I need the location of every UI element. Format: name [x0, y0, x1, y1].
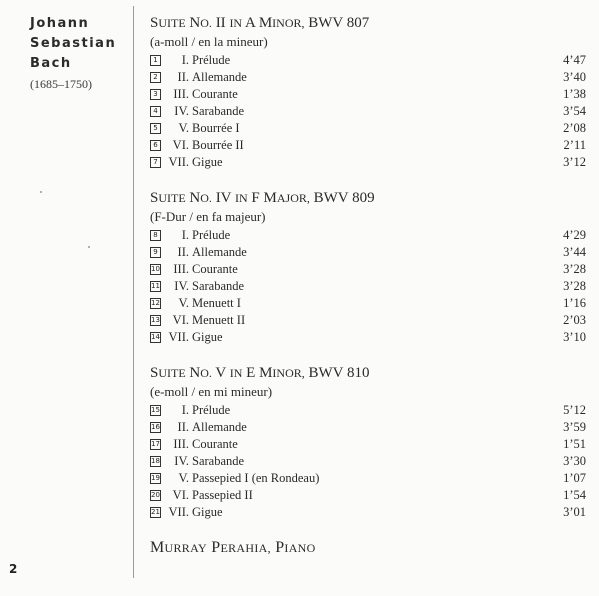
track-row	[150, 137, 586, 154]
track-movement-numeral: II.	[177, 70, 189, 84]
track-title: Prélude	[192, 228, 231, 242]
track-duration: 5’12	[563, 403, 586, 417]
track-row	[150, 154, 586, 171]
track-number-box: 9	[150, 247, 161, 258]
track-movement-numeral: I.	[181, 403, 189, 417]
track-duration: 3’28	[563, 279, 586, 293]
track-row	[150, 402, 586, 419]
track-duration: 3’54	[563, 104, 586, 118]
track-duration: 1’51	[563, 437, 586, 451]
track-row	[150, 312, 586, 329]
track-row	[150, 244, 586, 261]
track-movement-numeral: III.	[173, 87, 189, 101]
track-movement-numeral: VII.	[168, 505, 189, 519]
track-title: Passepied II	[192, 488, 253, 502]
vertical-divider	[133, 6, 134, 578]
track-row	[150, 329, 586, 346]
track-duration: 3’40	[563, 70, 586, 84]
track-duration: 3’44	[563, 245, 586, 259]
track-number-box: 11	[151, 282, 160, 290]
track-row	[150, 227, 586, 244]
suite-title: SUITE NO. II IN A MINOR, BWV 807	[150, 15, 370, 31]
track-duration: 1’07	[563, 471, 586, 485]
track-movement-numeral: VII.	[168, 330, 189, 344]
track-movement-numeral: IV.	[174, 104, 189, 118]
track-number-box: 16	[151, 423, 160, 431]
track-row	[150, 470, 586, 487]
track-number-box: 20	[151, 491, 160, 499]
track-duration: 1’38	[563, 87, 586, 101]
track-title: Allemande	[192, 70, 247, 84]
track-row	[150, 86, 586, 103]
track-duration: 3’12	[563, 155, 586, 169]
suite-title: SUITE NO. IV IN F MAJOR, BWV 809	[150, 190, 375, 206]
track-title: Menuett II	[192, 313, 246, 327]
suite-key: (a-moll / en la mineur)	[150, 34, 268, 49]
track-duration: 3’01	[563, 505, 586, 519]
track-number-box: 5	[150, 123, 161, 134]
track-title: Menuett I	[192, 296, 241, 310]
track-duration: 2’03	[563, 313, 586, 327]
track-movement-numeral: VII.	[168, 155, 189, 169]
track-row	[150, 295, 586, 312]
track-title: Courante	[192, 262, 238, 276]
track-title: Allemande	[192, 245, 247, 259]
track-movement-numeral: V.	[178, 296, 189, 310]
composer-first-name: Johann	[30, 16, 90, 31]
track-duration: 3’10	[563, 330, 586, 344]
track-duration: 3’59	[563, 420, 586, 434]
suites-container	[150, 14, 586, 521]
track-title: Prélude	[192, 53, 231, 67]
track-movement-numeral: II.	[177, 420, 189, 434]
suite-block	[150, 364, 586, 521]
track-number-box: 1	[150, 55, 161, 66]
paper-speck	[40, 191, 42, 193]
track-row	[150, 52, 586, 69]
track-number-box: 21	[151, 508, 160, 516]
track-movement-numeral: VI.	[172, 313, 189, 327]
track-number-box: 18	[151, 457, 160, 465]
track-row	[150, 453, 586, 470]
track-title: Gigue	[192, 155, 223, 169]
track-row	[150, 436, 586, 453]
suite-key: (F-Dur / en fa majeur)	[150, 209, 266, 224]
track-row	[150, 261, 586, 278]
composer-middle-name: Sebastian	[30, 36, 117, 51]
track-title: Courante	[192, 437, 238, 451]
composer-dates: (1685–1750)	[30, 77, 92, 91]
track-duration: 2’08	[563, 121, 586, 135]
track-number-box: 3	[150, 89, 161, 100]
track-row	[150, 120, 586, 137]
track-title: Gigue	[192, 330, 223, 344]
track-number-box: 8	[150, 230, 161, 241]
track-row	[150, 419, 586, 436]
track-title: Sarabande	[192, 454, 245, 468]
page-number: 2	[9, 562, 18, 576]
track-title: Courante	[192, 87, 238, 101]
tracklist	[150, 14, 586, 557]
suite-key: (e-moll / en mi mineur)	[150, 384, 273, 399]
track-row	[150, 487, 586, 504]
track-title: Bourrée II	[192, 138, 244, 152]
track-movement-numeral: III.	[173, 262, 189, 276]
performer-credit: MURRAY PERAHIA, PIANO	[150, 539, 316, 556]
track-movement-numeral: VI.	[172, 138, 189, 152]
composer-last-name: Bach	[30, 56, 72, 71]
track-duration: 3’30	[563, 454, 586, 468]
track-movement-numeral: I.	[181, 53, 189, 67]
suite-title: SUITE NO. V IN E MINOR, BWV 810	[150, 365, 370, 381]
track-movement-numeral: IV.	[174, 454, 189, 468]
track-title: Passepied I (en Rondeau)	[192, 471, 320, 485]
track-row	[150, 103, 586, 120]
track-row	[150, 69, 586, 86]
track-movement-numeral: II.	[177, 245, 189, 259]
track-title: Bourrée I	[192, 121, 240, 135]
track-title: Sarabande	[192, 104, 245, 118]
track-row	[150, 504, 586, 521]
track-movement-numeral: I.	[181, 228, 189, 242]
track-number-box: 12	[151, 299, 160, 307]
track-duration: 4’47	[563, 53, 586, 67]
track-movement-numeral: V.	[178, 471, 189, 485]
track-movement-numeral: III.	[173, 437, 189, 451]
track-title: Allemande	[192, 420, 247, 434]
track-movement-numeral: V.	[178, 121, 189, 135]
track-number-box: 10	[151, 265, 160, 273]
track-number-box: 13	[151, 316, 160, 324]
track-number-box: 14	[151, 333, 160, 341]
track-number-box: 2	[150, 72, 161, 83]
track-number-box: 19	[151, 474, 160, 482]
suite-block	[150, 14, 586, 171]
composer-block	[30, 14, 116, 94]
paper-speck	[88, 246, 90, 248]
track-duration: 4’29	[563, 228, 586, 242]
track-number-box: 4	[150, 106, 161, 117]
track-number-box: 7	[150, 157, 161, 168]
track-number-box: 17	[151, 440, 160, 448]
track-movement-numeral: IV.	[174, 279, 189, 293]
suite-block	[150, 189, 586, 346]
track-duration: 3’28	[563, 262, 586, 276]
track-duration: 1’16	[563, 296, 586, 310]
track-movement-numeral: VI.	[172, 488, 189, 502]
track-title: Gigue	[192, 505, 223, 519]
track-title: Prélude	[192, 403, 231, 417]
track-duration: 1’54	[563, 488, 586, 502]
track-number-box: 6	[150, 140, 161, 151]
track-row	[150, 278, 586, 295]
track-duration: 2’11	[563, 138, 586, 152]
track-title: Sarabande	[192, 279, 245, 293]
track-number-box: 15	[151, 406, 160, 414]
